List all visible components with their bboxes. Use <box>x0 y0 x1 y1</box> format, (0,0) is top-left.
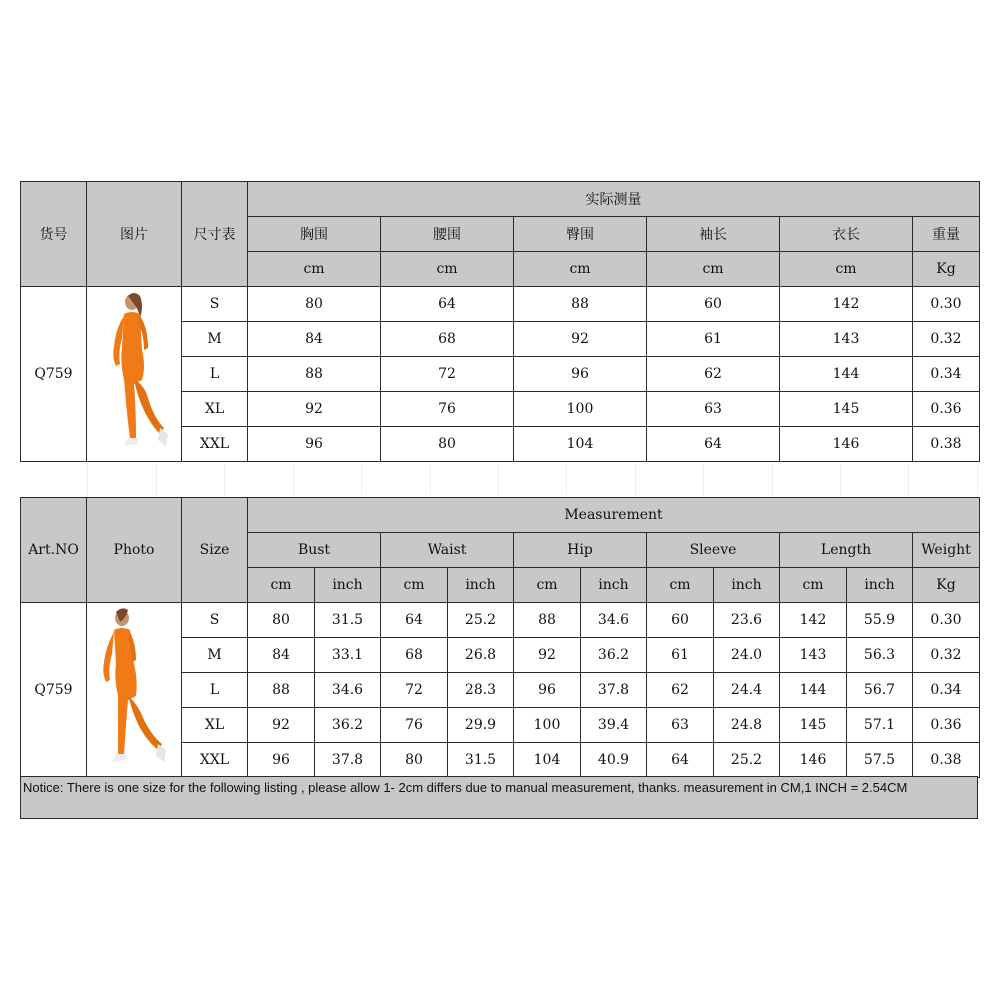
unit-cell: cm <box>647 252 780 287</box>
value-cell: 92 <box>514 322 647 357</box>
value-cell: 80 <box>248 603 315 638</box>
value-cell: 37.8 <box>581 673 647 708</box>
value-cell: 31.5 <box>448 743 514 778</box>
value-cell: 64 <box>381 603 448 638</box>
size-header: Size <box>182 498 248 603</box>
weight-cell: 0.32 <box>913 638 980 673</box>
value-cell: 104 <box>514 427 647 462</box>
value-cell: 60 <box>647 287 780 322</box>
waist-header: Waist <box>381 533 514 568</box>
value-cell: 104 <box>514 743 581 778</box>
value-cell: 68 <box>381 322 514 357</box>
value-cell: 24.0 <box>714 638 780 673</box>
weight-header: Weight <box>913 533 980 568</box>
value-cell: 62 <box>647 673 714 708</box>
size-cell: XL <box>182 392 248 427</box>
value-cell: 144 <box>780 673 847 708</box>
value-cell: 39.4 <box>581 708 647 743</box>
hip-header: 臀围 <box>514 217 647 252</box>
size-cell: XXL <box>182 743 248 778</box>
value-cell: 56.7 <box>847 673 913 708</box>
value-cell: 146 <box>780 743 847 778</box>
value-cell: 55.9 <box>847 603 913 638</box>
sleeve-header: Sleeve <box>647 533 780 568</box>
table-row <box>21 287 980 322</box>
value-cell: 80 <box>248 287 381 322</box>
value-cell: 76 <box>381 708 448 743</box>
value-cell: 92 <box>248 708 315 743</box>
table-spacer <box>20 463 978 495</box>
value-cell: 96 <box>248 427 381 462</box>
jumpsuit-model-image <box>94 288 174 460</box>
measurement-group-header: Measurement <box>248 498 980 533</box>
unit-cell: inch <box>847 568 913 603</box>
size-cell: S <box>182 603 248 638</box>
value-cell: 143 <box>780 638 847 673</box>
value-cell: 57.5 <box>847 743 913 778</box>
value-cell: 60 <box>647 603 714 638</box>
value-cell: 143 <box>780 322 913 357</box>
photo-header: Photo <box>87 498 182 603</box>
art-no-header: 货号 <box>21 182 87 287</box>
value-cell: 96 <box>514 357 647 392</box>
value-cell: 68 <box>381 638 448 673</box>
weight-header: 重量 <box>913 217 980 252</box>
unit-cell: Kg <box>913 568 980 603</box>
unit-cell: cm <box>647 568 714 603</box>
size-cell: S <box>182 287 248 322</box>
value-cell: 61 <box>647 322 780 357</box>
unit-cell: inch <box>714 568 780 603</box>
value-cell: 142 <box>780 603 847 638</box>
unit-cell: cm <box>514 568 581 603</box>
art-no-header: Art.NO <box>21 498 87 603</box>
unit-cell: cm <box>514 252 647 287</box>
table-row <box>21 603 980 638</box>
unit-cell: inch <box>581 568 647 603</box>
value-cell: 33.1 <box>315 638 381 673</box>
value-cell: 88 <box>514 287 647 322</box>
size-cell: M <box>182 322 248 357</box>
value-cell: 84 <box>248 638 315 673</box>
unit-cell: cm <box>381 568 448 603</box>
value-cell: 144 <box>780 357 913 392</box>
weight-cell: 0.32 <box>913 322 980 357</box>
value-cell: 34.6 <box>581 603 647 638</box>
value-cell: 25.2 <box>714 743 780 778</box>
unit-cell: Kg <box>913 252 980 287</box>
value-cell: 31.5 <box>315 603 381 638</box>
value-cell: 24.4 <box>714 673 780 708</box>
notice-text: Notice: There is one size for the following listing , please allow 1- 2cm differs due to manual measurement, thanks. measurement in CM,1 INCH = 2.54CM <box>20 776 978 819</box>
value-cell: 36.2 <box>581 638 647 673</box>
value-cell: 56.3 <box>847 638 913 673</box>
value-cell: 64 <box>381 287 514 322</box>
value-cell: 63 <box>647 392 780 427</box>
unit-cell: inch <box>315 568 381 603</box>
value-cell: 92 <box>514 638 581 673</box>
value-cell: 24.8 <box>714 708 780 743</box>
waist-header: 腰围 <box>381 217 514 252</box>
unit-cell: cm <box>248 568 315 603</box>
measurement-group-header: 实际测量 <box>248 182 980 217</box>
value-cell: 64 <box>647 743 714 778</box>
value-cell: 100 <box>514 392 647 427</box>
value-cell: 64 <box>647 427 780 462</box>
weight-cell: 0.30 <box>913 287 980 322</box>
bust-header: Bust <box>248 533 381 568</box>
weight-cell: 0.34 <box>913 357 980 392</box>
size-header: 尺寸表 <box>182 182 248 287</box>
value-cell: 80 <box>381 743 448 778</box>
value-cell: 36.2 <box>315 708 381 743</box>
unit-cell: inch <box>448 568 514 603</box>
value-cell: 96 <box>514 673 581 708</box>
length-header: 衣长 <box>780 217 913 252</box>
value-cell: 62 <box>647 357 780 392</box>
value-cell: 28.3 <box>448 673 514 708</box>
value-cell: 142 <box>780 287 913 322</box>
value-cell: 76 <box>381 392 514 427</box>
weight-cell: 0.38 <box>913 427 980 462</box>
sleeve-header: 袖长 <box>647 217 780 252</box>
length-header: Length <box>780 533 913 568</box>
value-cell: 92 <box>248 392 381 427</box>
value-cell: 26.8 <box>448 638 514 673</box>
bust-header: 胸围 <box>248 217 381 252</box>
value-cell: 40.9 <box>581 743 647 778</box>
weight-cell: 0.36 <box>913 392 980 427</box>
value-cell: 145 <box>780 392 913 427</box>
unit-cell: cm <box>780 252 913 287</box>
unit-cell: cm <box>381 252 514 287</box>
size-cell: XXL <box>182 427 248 462</box>
jumpsuit-model-image <box>94 604 174 776</box>
size-cell: M <box>182 638 248 673</box>
value-cell: 34.6 <box>315 673 381 708</box>
value-cell: 29.9 <box>448 708 514 743</box>
photo-header: 图片 <box>87 182 182 287</box>
value-cell: 146 <box>780 427 913 462</box>
value-cell: 80 <box>381 427 514 462</box>
unit-cell: cm <box>248 252 381 287</box>
value-cell: 88 <box>248 357 381 392</box>
product-photo <box>87 287 182 462</box>
art-no-value: Q759 <box>21 603 87 778</box>
value-cell: 61 <box>647 638 714 673</box>
size-cell: L <box>182 673 248 708</box>
value-cell: 57.1 <box>847 708 913 743</box>
value-cell: 72 <box>381 673 448 708</box>
value-cell: 63 <box>647 708 714 743</box>
weight-cell: 0.36 <box>913 708 980 743</box>
value-cell: 88 <box>514 603 581 638</box>
value-cell: 23.6 <box>714 603 780 638</box>
value-cell: 25.2 <box>448 603 514 638</box>
size-chart-chinese <box>20 181 980 462</box>
size-cell: L <box>182 357 248 392</box>
value-cell: 37.8 <box>315 743 381 778</box>
weight-cell: 0.34 <box>913 673 980 708</box>
value-cell: 84 <box>248 322 381 357</box>
value-cell: 72 <box>381 357 514 392</box>
weight-cell: 0.38 <box>913 743 980 778</box>
weight-cell: 0.30 <box>913 603 980 638</box>
value-cell: 100 <box>514 708 581 743</box>
hip-header: Hip <box>514 533 647 568</box>
value-cell: 145 <box>780 708 847 743</box>
value-cell: 96 <box>248 743 315 778</box>
product-photo <box>87 603 182 778</box>
size-chart-english <box>20 497 980 778</box>
size-cell: XL <box>182 708 248 743</box>
unit-cell: cm <box>780 568 847 603</box>
value-cell: 88 <box>248 673 315 708</box>
art-no-value: Q759 <box>21 287 87 462</box>
